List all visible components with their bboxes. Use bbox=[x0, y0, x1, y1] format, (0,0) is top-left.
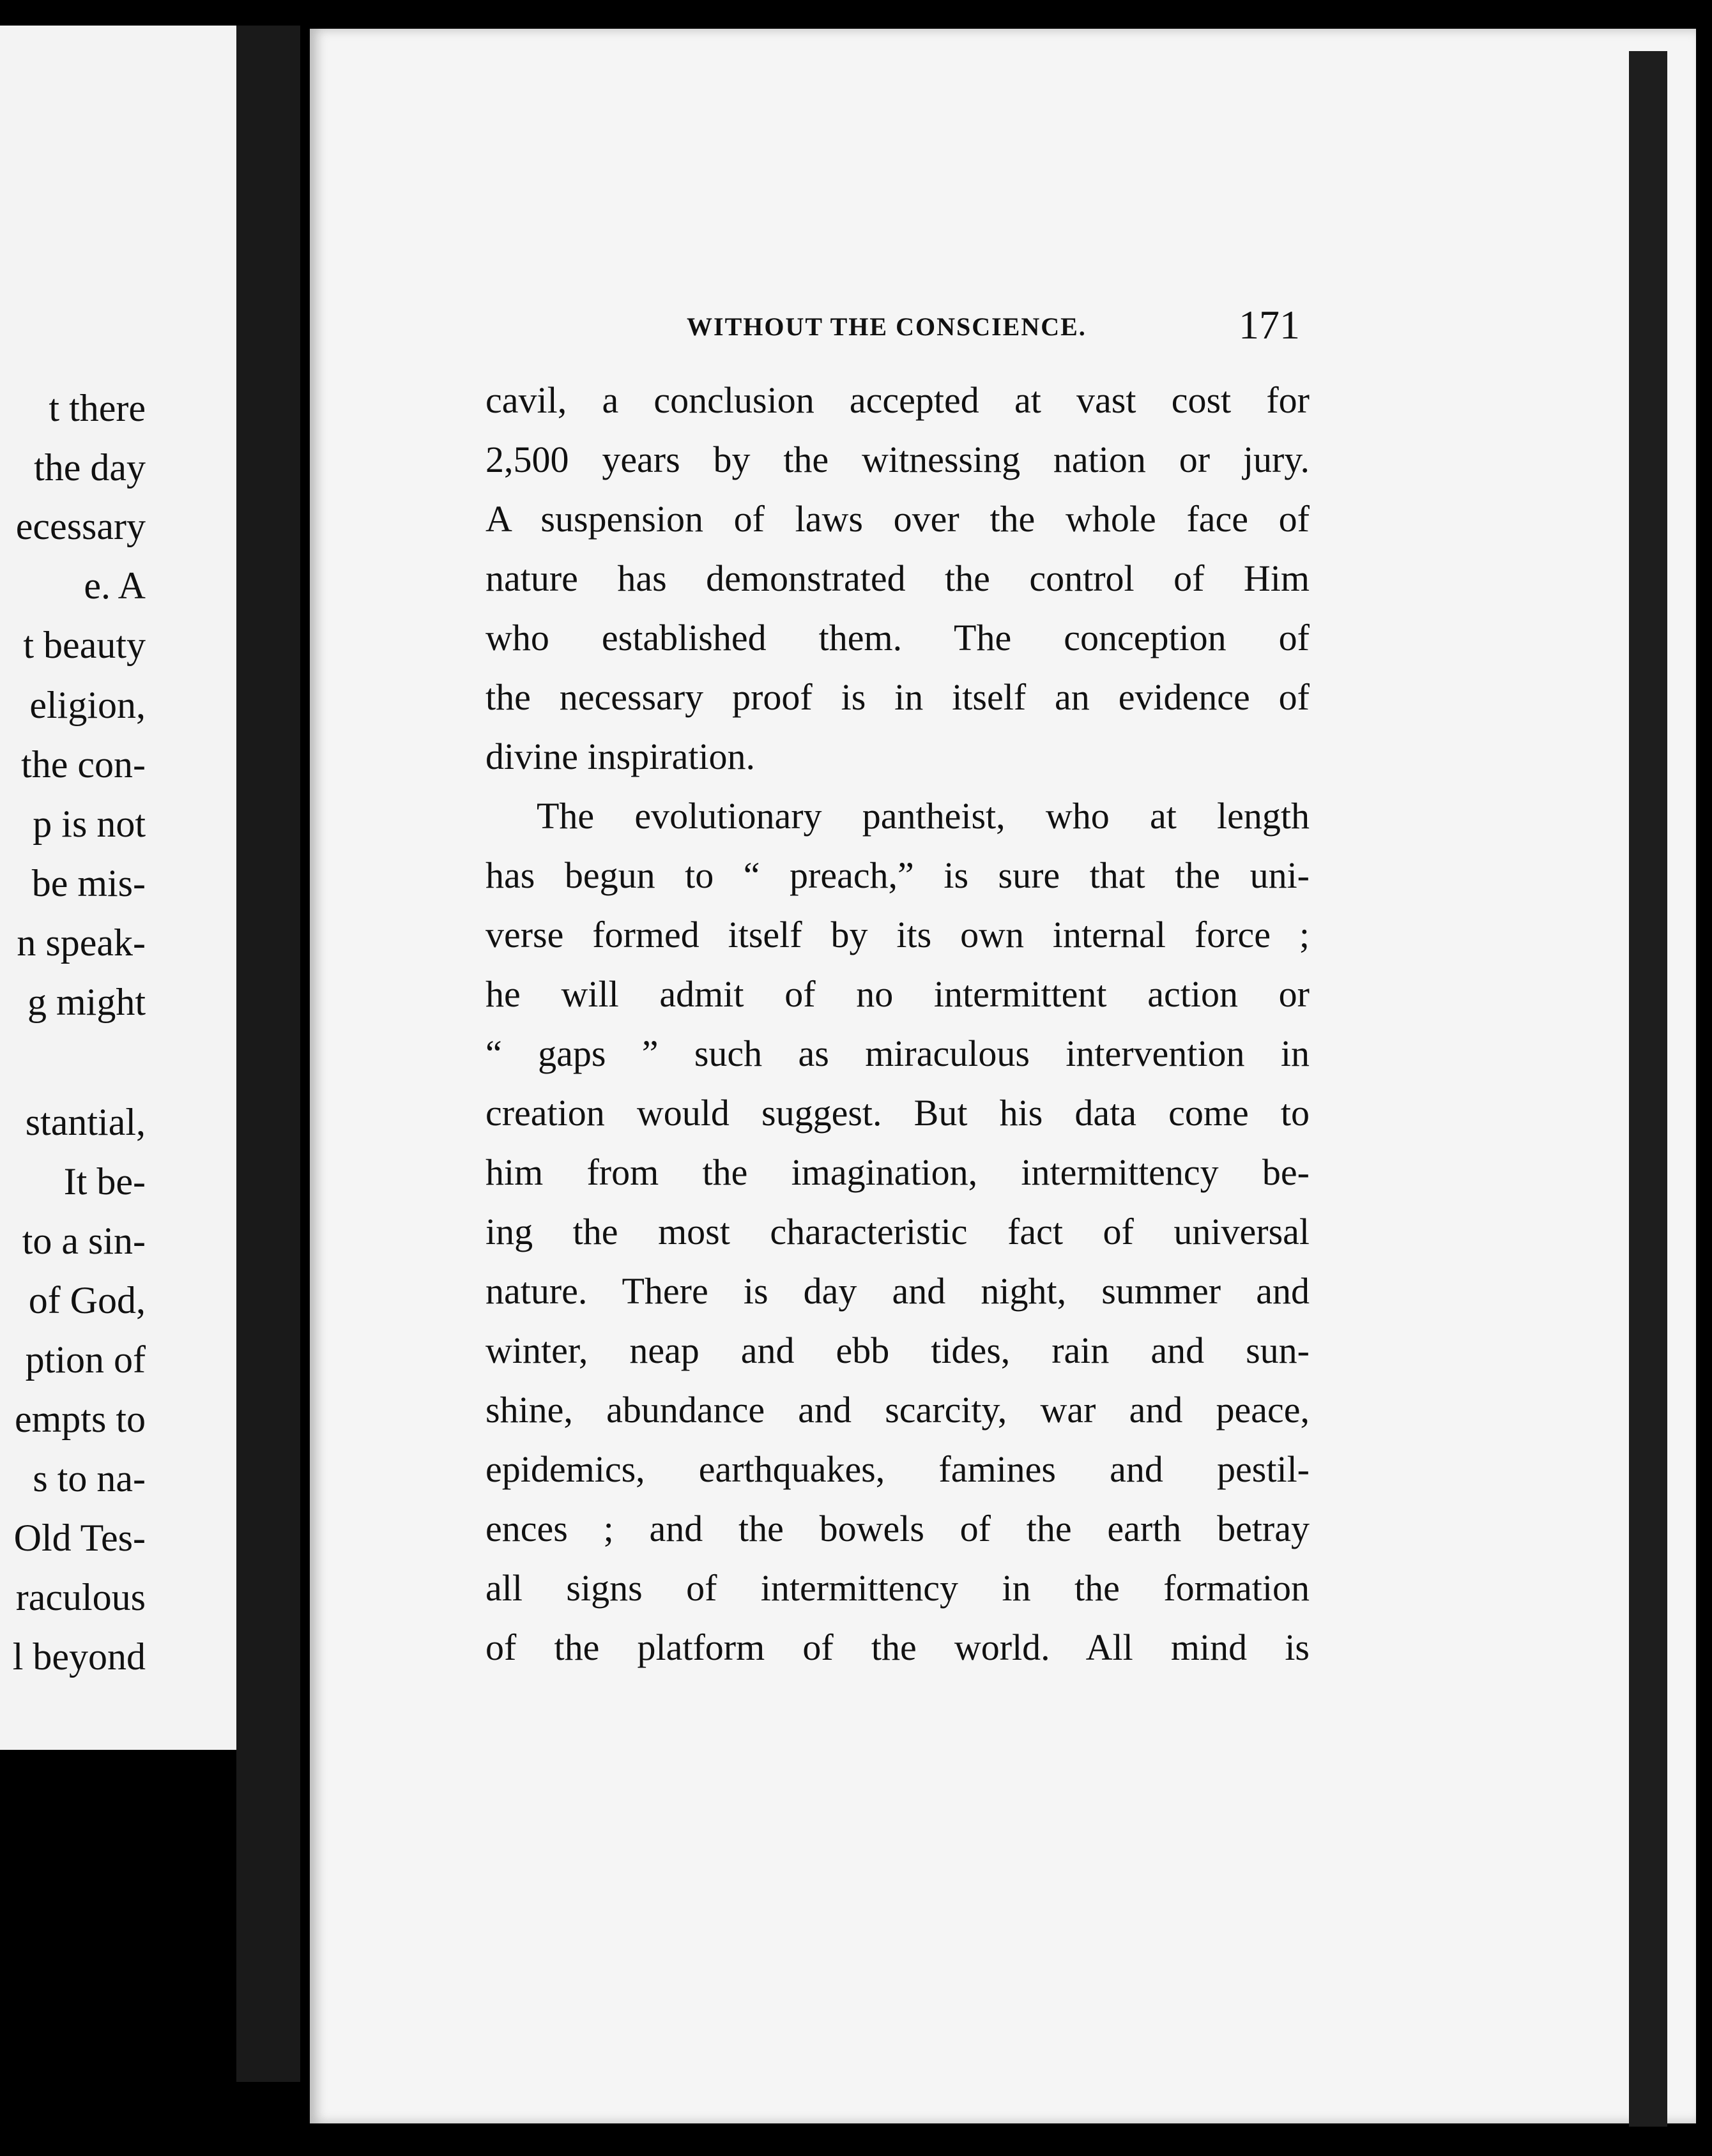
left-line: raculous bbox=[15, 1576, 146, 1618]
left-line: Old Tes- bbox=[13, 1517, 146, 1559]
left-line: empts to bbox=[15, 1398, 146, 1440]
left-line: of God, bbox=[28, 1279, 146, 1321]
text-line: shine, abundance and scarcity, war and peace, bbox=[485, 1389, 1310, 1431]
text-line: he will admit of no intermittent action or bbox=[485, 973, 1310, 1015]
text-line: divine inspiration. bbox=[485, 736, 756, 777]
left-line: n speak- bbox=[17, 922, 146, 964]
text-line: nature has demonstrated the control of Him bbox=[485, 558, 1310, 599]
text-line: all signs of intermittency in the formation bbox=[485, 1567, 1310, 1609]
left-line: to a sin- bbox=[22, 1220, 146, 1262]
text-line: nature. There is day and night, summer and bbox=[485, 1270, 1310, 1312]
left-line: stantial, bbox=[25, 1101, 146, 1143]
text-line: him from the imagination, intermittency be- bbox=[485, 1151, 1310, 1193]
text-line: A suspension of laws over the whole face of bbox=[485, 498, 1310, 540]
left-line: e. A bbox=[84, 565, 146, 607]
left-line: eligion, bbox=[29, 684, 146, 726]
left-line: It be- bbox=[63, 1160, 146, 1203]
left-line: the day bbox=[34, 446, 146, 489]
left-line: t beauty bbox=[23, 624, 146, 666]
left-line: ption of bbox=[25, 1339, 146, 1381]
paragraph-start-line: The evolutionary pantheist, who at length bbox=[537, 795, 1310, 837]
book-spine bbox=[236, 26, 300, 2082]
text-line: cavil, a conclusion accepted at vast cost for bbox=[485, 379, 1310, 421]
left-line: l beyond bbox=[12, 1636, 146, 1678]
text-line: “ gaps ” such as miraculous intervention in bbox=[485, 1033, 1310, 1074]
left-line: be mis- bbox=[31, 862, 146, 904]
running-head: WITHOUT THE CONSCIENCE. bbox=[687, 312, 1087, 341]
left-line: the con- bbox=[21, 743, 146, 786]
text-line: 2,500 years by the witnessing nation or jury. bbox=[485, 439, 1310, 480]
text-line: of the platform of the world. All mind is bbox=[485, 1627, 1310, 1668]
text-line: has begun to “ preach,” is sure that the uni- bbox=[485, 854, 1310, 896]
left-line: s to na- bbox=[33, 1457, 146, 1499]
text-line: winter, neap and ebb tides, rain and sun- bbox=[485, 1330, 1310, 1371]
text-line: who established them. The conception of bbox=[485, 617, 1310, 658]
left-line: g might bbox=[27, 981, 146, 1023]
left-line: ecessary bbox=[15, 505, 146, 547]
page-number: 171 bbox=[1239, 302, 1300, 347]
left-line: t there bbox=[49, 387, 146, 429]
left-line: p is not bbox=[33, 803, 146, 845]
text-line: epidemics, earthquakes, famines and pestil- bbox=[485, 1448, 1310, 1490]
text-line: creation would suggest. But his data come to bbox=[485, 1092, 1310, 1134]
page-edge bbox=[1629, 51, 1667, 2127]
text-line: ing the most characteristic fact of universal bbox=[485, 1211, 1310, 1252]
page-header bbox=[687, 302, 1300, 356]
text-line: the necessary proof is in itself an evidence of bbox=[485, 676, 1310, 718]
body-text bbox=[485, 370, 1310, 1677]
text-line: ences ; and the bowels of the earth betray bbox=[485, 1508, 1310, 1549]
text-line: verse formed itself by its own internal force ; bbox=[485, 914, 1310, 955]
